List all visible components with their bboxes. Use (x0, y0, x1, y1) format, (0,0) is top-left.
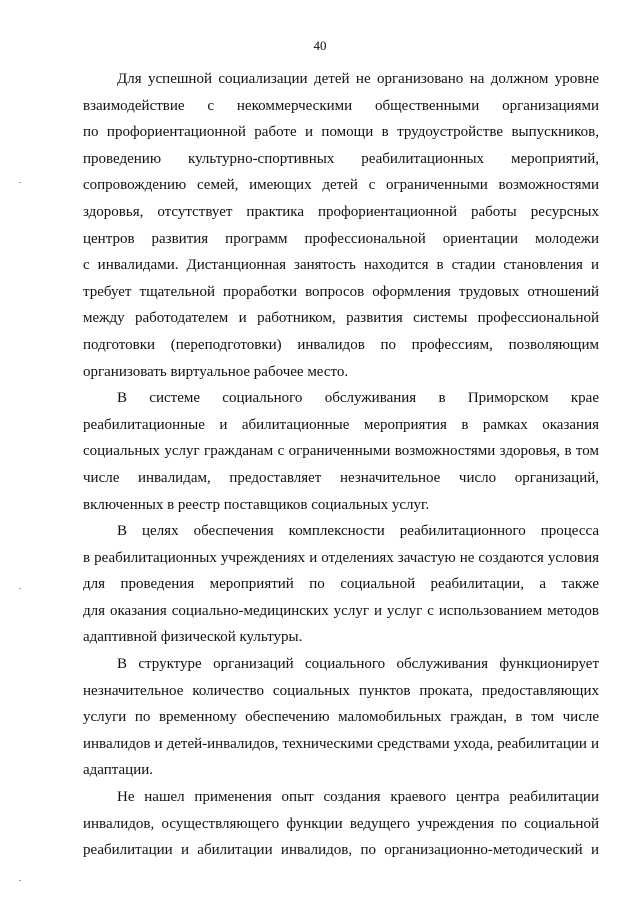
text-line: В структуре организаций социального обслуживания функционирует (117, 656, 599, 673)
paragraph (83, 784, 599, 864)
text-line: проведению культурно-спортивных реабилитационных мероприятий, (83, 150, 599, 167)
text-line: между работодателем и работником, развития системы профессиональной (83, 310, 599, 327)
text-line: организовать виртуальное рабочее место. (83, 363, 349, 380)
text-line: для проведения мероприятий по социальной реабилитации, а также (83, 576, 599, 593)
text-line: требует тщательной проработки вопросов оформления трудовых отношений (83, 283, 599, 300)
scan-margin-mark (19, 182, 21, 183)
text-line: Для успешной социализации детей не организовано на должном уровне (117, 71, 599, 87)
text-line: центров развития программ профессиональной ориентации молодежи (83, 230, 599, 247)
text-line: реабилитации и абилитации инвалидов, по организационно-методический и (83, 842, 599, 859)
text-line: адаптивной физической культуры. (83, 629, 303, 646)
text-line: в реабилитационных учреждениях и отделениях зачастую не создаются условия (83, 549, 599, 566)
text-line: В целях обеспечения комплексности реабилитационного процесса (117, 523, 599, 540)
text-line: здоровья, отсутствует практика профориентационной работы ресурсных (83, 203, 599, 220)
text-line: с инвалидами. Дистанционная занятость находится в стадии становления и (83, 257, 599, 274)
text-line: Не нашел применения опыт создания краевого центра реабилитации (117, 789, 599, 806)
text-line: взаимодействие с некоммерческими общественными организациями (83, 97, 599, 114)
text-line: инвалидов, осуществляющего функции ведущего учреждения по социальной (83, 815, 599, 832)
text-line: социальных услуг гражданам с ограниченными возможностями здоровья, в том (83, 443, 599, 460)
paragraph (83, 651, 599, 784)
text-line: реабилитационные и абилитационные мероприятия в рамках оказания (83, 416, 599, 433)
text-line: адаптации. (83, 762, 154, 779)
scan-margin-mark (19, 880, 21, 881)
text-line: включенных в реестр поставщиков социальных услуг. (83, 496, 430, 513)
paragraph (83, 66, 599, 385)
text-line: услуги по временному обеспечению маломобильных граждан, в том числе (83, 709, 599, 726)
text-line: подготовки (переподготовки) инвалидов по профессиям, позволяющим (83, 336, 599, 353)
scan-margin-mark (19, 588, 21, 589)
paragraph (83, 385, 599, 518)
page-number: 40 (313, 38, 327, 53)
text-line: числе инвалидам, предоставляет незначительное число организаций, (83, 469, 599, 486)
text-line: сопровождению семей, имеющих детей с ограниченными возможностями (83, 177, 599, 194)
document-body (83, 66, 599, 864)
text-line: инвалидов и детей-инвалидов, техническими средствами ухода, реабилитации и (83, 735, 599, 752)
text-line: по профориентационной работе и помощи в трудоустройстве выпускников, (83, 124, 599, 141)
paragraph (83, 518, 599, 651)
text-line: незначительное количество социальных пунктов проката, предоставляющих (83, 682, 599, 699)
text-line: В системе социального обслуживания в Приморском крае (117, 390, 599, 407)
text-line: для оказания социально-медицинских услуг и услуг с использованием методов (83, 602, 599, 619)
